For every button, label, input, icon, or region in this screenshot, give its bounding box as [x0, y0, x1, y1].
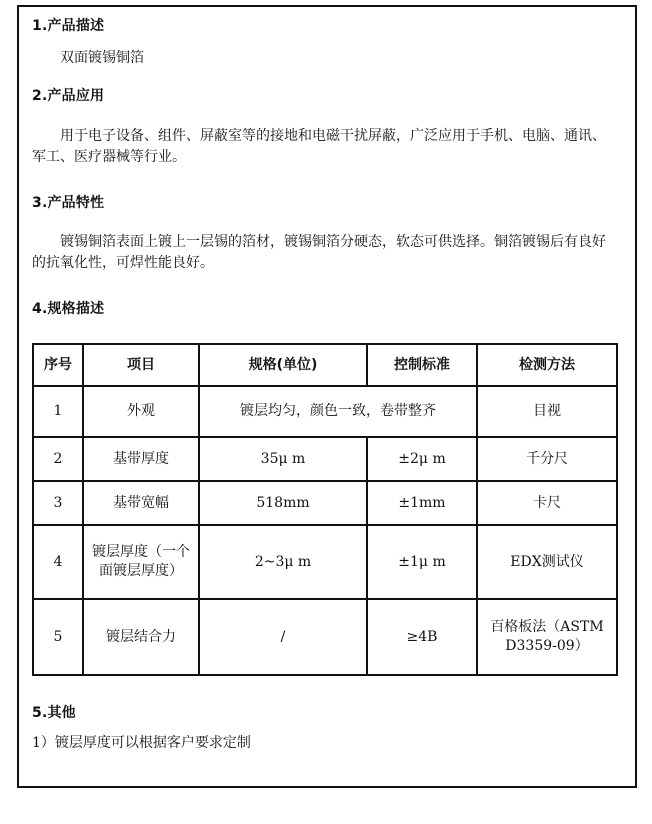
table-cell: EDX测试仪: [477, 525, 617, 599]
table-cell: ±1μ m: [367, 525, 477, 599]
header-cell: 控制标准: [367, 344, 477, 386]
table-cell: 镀层均匀，颜色一致，卷带整齐: [199, 386, 477, 437]
table-cell: ≥4B: [367, 599, 477, 675]
table-cell: 卡尺: [477, 481, 617, 525]
table-cell: ±1mm: [367, 481, 477, 525]
spec-table: [32, 343, 618, 676]
table-row: [33, 386, 617, 437]
table-cell: 518mm: [199, 481, 367, 525]
table-row: [33, 599, 617, 675]
table-cell: 基带厚度: [83, 437, 199, 481]
table-cell: ±2μ m: [367, 437, 477, 481]
table-row: [33, 437, 617, 481]
table-cell: 镀层结合力: [83, 599, 199, 675]
table-cell: 5: [33, 599, 83, 675]
header-cell: 项目: [83, 344, 199, 386]
table-row: [33, 481, 617, 525]
table-cell: 4: [33, 525, 83, 599]
table-cell: 2: [33, 437, 83, 481]
table-cell: /: [199, 599, 367, 675]
table-header-row: [33, 344, 617, 386]
header-cell: 规格(单位): [199, 344, 367, 386]
section-heading-application: 2.产品应用: [32, 88, 105, 104]
section-body-features: 镀锡铜箔表面上镀上一层锡的箔材，镀锡铜箔分硬态，软态可供选择。铜箔镀锡后有良好的抗氧化性，可焊性能良好。: [32, 234, 606, 271]
section-heading-description: 1.产品描述: [32, 18, 105, 34]
table-row: [33, 525, 617, 599]
section-body-other: 1）镀层厚度可以根据客户要求定制: [32, 735, 251, 751]
table-cell: 百格板法（ASTM D3359-09）: [477, 599, 617, 675]
table-cell: 外观: [83, 386, 199, 437]
section-heading-specs: 4.规格描述: [32, 301, 105, 317]
section-body-description: 双面镀锡铜箔: [60, 50, 144, 66]
section-body-application: 用于电子设备、组件、屏蔽室等的接地和电磁干扰屏蔽，广泛应用于手机、电脑、通讯、军工、医疗器械等行业。: [32, 128, 606, 165]
table-cell: 35μ m: [199, 437, 367, 481]
table-cell: 镀层厚度（一个面镀层厚度）: [83, 525, 199, 599]
header-cell: 序号: [33, 344, 83, 386]
section-heading-other: 5.其他: [32, 705, 76, 721]
section-heading-features: 3.产品特性: [32, 195, 105, 211]
header-cell: 检测方法: [477, 344, 617, 386]
table-cell: 千分尺: [477, 437, 617, 481]
table-cell: 目视: [477, 386, 617, 437]
table-cell: 基带宽幅: [83, 481, 199, 525]
table-cell: 3: [33, 481, 83, 525]
table-cell: 1: [33, 386, 83, 437]
table-cell: 2~3μ m: [199, 525, 367, 599]
